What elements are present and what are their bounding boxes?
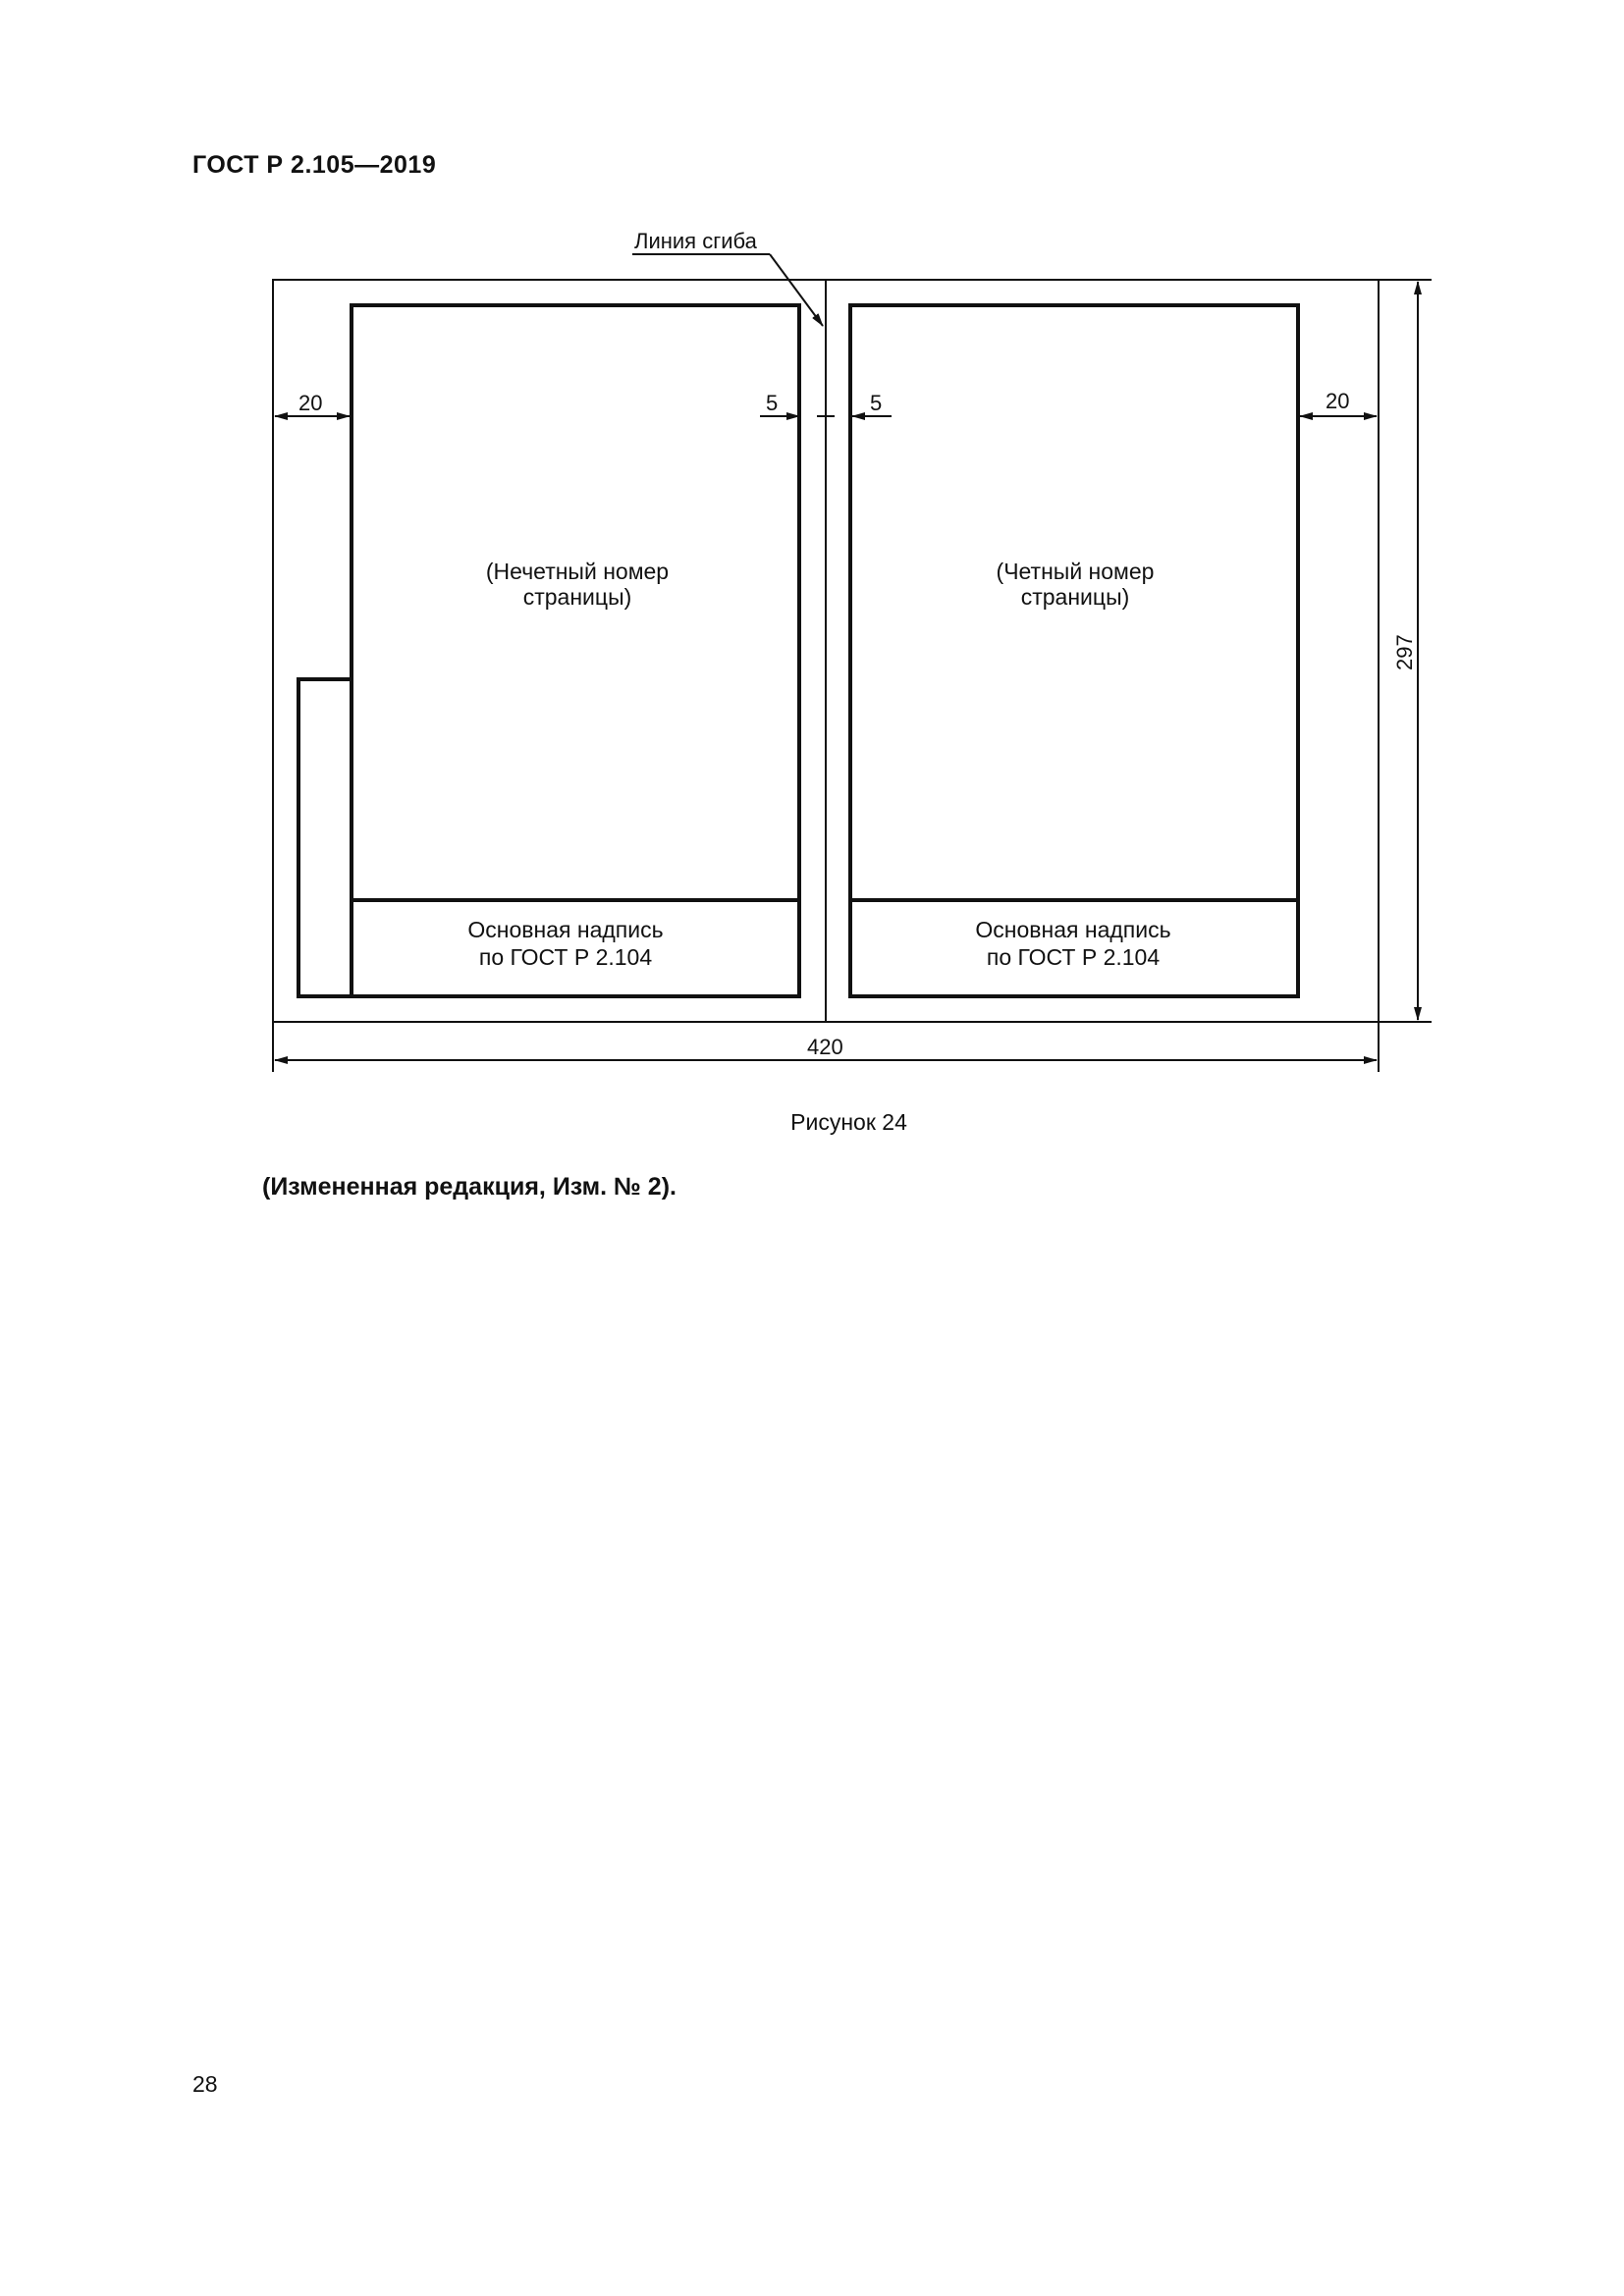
binding-strip — [298, 679, 352, 996]
dim-height: 297 — [1392, 634, 1417, 670]
figure-caption: Рисунок 24 — [790, 1109, 907, 1135]
right-page-frame — [850, 305, 1298, 996]
left-stamp-line1: Основная надпись — [467, 917, 664, 942]
left-page-label-line2: страницы) — [522, 584, 632, 610]
dim-right-margin: 20 — [1326, 389, 1350, 413]
right-page-label-line2: страницы) — [1020, 584, 1130, 610]
fold-line-label: Линия сгиба — [634, 229, 757, 253]
left-page-label-line1: (Нечетный номер — [485, 559, 670, 584]
dim-gap-right: 5 — [870, 391, 883, 415]
dim-width: 420 — [807, 1035, 843, 1059]
right-page-label-line1: (Четный номер — [996, 559, 1155, 584]
document-header: ГОСТ Р 2.105—2019 — [192, 151, 437, 179]
fold-leader-arrow — [770, 254, 823, 326]
left-stamp-line2: по ГОСТ Р 2.104 — [478, 944, 653, 970]
dim-gap-left: 5 — [766, 391, 779, 415]
left-page-frame — [352, 305, 799, 996]
right-stamp-line2: по ГОСТ Р 2.104 — [986, 944, 1161, 970]
revision-note: (Измененная редакция, Изм. № 2). — [262, 1173, 677, 1201]
right-stamp-line1: Основная надпись — [975, 917, 1171, 942]
dim-left-margin: 20 — [298, 391, 323, 415]
page-number: 28 — [192, 2071, 218, 2097]
